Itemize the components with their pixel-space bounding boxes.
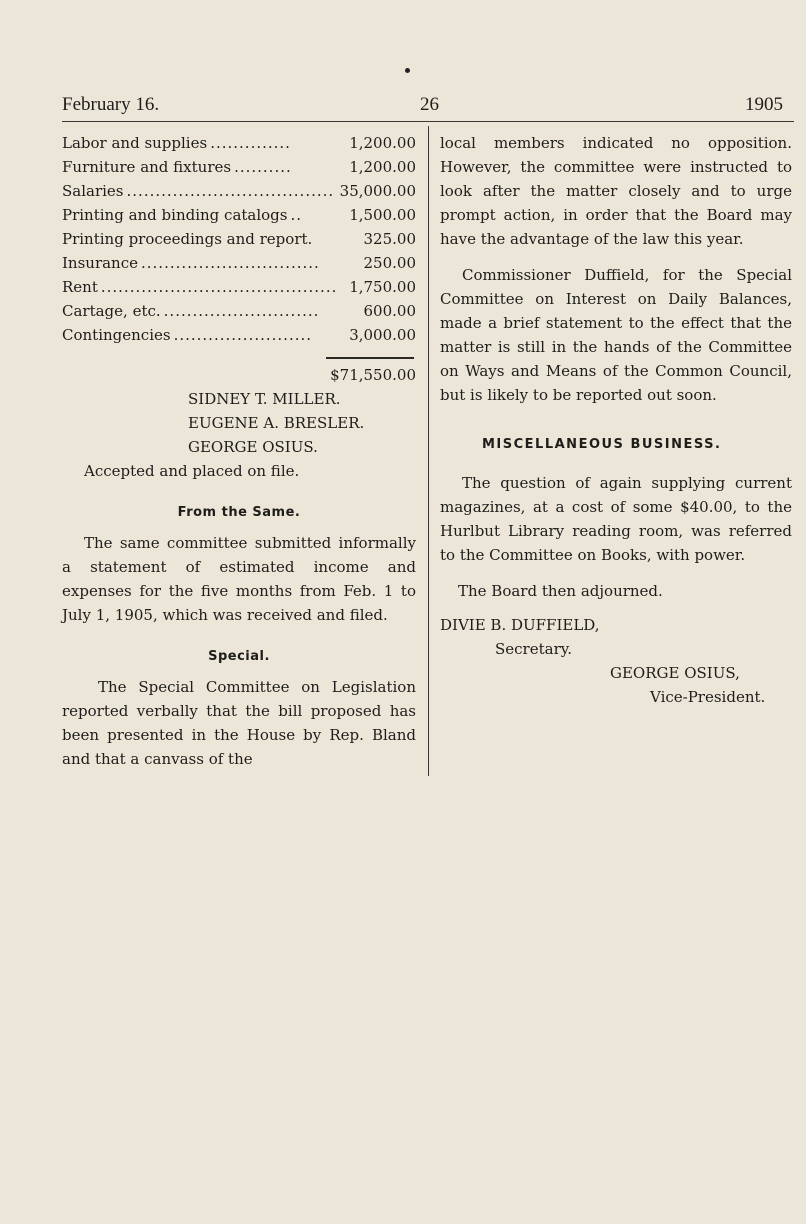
budget-row [62, 299, 416, 323]
budget-leader: .. [290, 206, 303, 224]
from-same-paragraph: The same committee submitted informally a statement of estimated income and expenses for the five months from Feb. 1 to July 1, 1905, which was received and filed. [62, 534, 416, 624]
budget-amount: 1,500.00 [349, 206, 416, 224]
vp-name: GEORGE OSIUS, [610, 664, 740, 682]
budget-amount: 325.00 [363, 230, 416, 248]
budget-row [62, 155, 416, 179]
budget-leader: .................................... [126, 182, 335, 200]
budget-leader [312, 227, 363, 251]
ink-dot [405, 68, 410, 73]
continuation-paragraph: local members indicated no opposition. However, the committee were instructed to look after the matter closely and to urge prompt action, in order that the Board may have the advantage of the law this year. [440, 134, 792, 248]
left-column [62, 131, 416, 771]
budget-leader: ........................ [173, 326, 313, 344]
secretary-name: DIVIE B. DUFFIELD, [440, 616, 600, 634]
misc-heading: MISCELLANEOUS BUSINESS. [482, 437, 722, 452]
budget-label: Rent [62, 278, 98, 296]
budget-label: Salaries [62, 182, 124, 200]
budget-leader: ......................................... [100, 278, 338, 296]
budget-row [62, 203, 416, 227]
page-number: 26 [420, 94, 439, 115]
budget-total: $71,550.00 [330, 366, 416, 384]
column-divider [428, 126, 429, 776]
budget-label: Labor and supplies [62, 134, 208, 152]
special-paragraph: The Special Committee on Legislation reported verbally that the bill proposed has been presented in the House by Rep. Bland and that a canvass of the [62, 678, 416, 768]
budget-amount: 35,000.00 [339, 182, 416, 200]
budget-label: Insurance [62, 254, 138, 272]
from-same-heading: From the Same. [177, 505, 301, 520]
budget-leader: .......... [234, 158, 292, 176]
budget-label: Printing proceedings and report. [62, 230, 313, 248]
budget-amount: 250.00 [363, 254, 416, 272]
signature: GEORGE OSIUS. [188, 438, 318, 456]
header-rule [62, 121, 794, 122]
budget-amount: 3,000.00 [349, 326, 416, 344]
budget-row [62, 179, 416, 203]
vp-title: Vice-President. [650, 688, 766, 706]
budget-table [62, 131, 416, 387]
duffield-paragraph: Commissioner Duffield, for the Special Committee on Interest on Daily Balances, made a brief statement to the effect that the matter is still in the hands of the Committee on Ways and Means of the Common Council, but is likely to be reported out soon. [440, 266, 792, 404]
right-column [440, 131, 792, 709]
budget-amount: 1,750.00 [349, 278, 416, 296]
adjourned-note: The Board then adjourned. [458, 582, 663, 600]
budget-leader: ............................... [141, 254, 320, 272]
signature: EUGENE A. BRESLER. [188, 414, 365, 432]
budget-row [62, 131, 416, 155]
budget-amount: 1,200.00 [349, 158, 416, 176]
budget-amount: 1,200.00 [349, 134, 416, 152]
secretary-title: Secretary. [495, 640, 572, 658]
header-date: February 16. [62, 94, 160, 115]
special-heading: Special. [208, 649, 270, 664]
budget-row [62, 227, 416, 251]
budget-label: Furniture and fixtures [62, 158, 232, 176]
budget-row [62, 275, 416, 299]
misc-paragraph: The question of again supplying current magazines, at a cost of some $40.00, to the Hurlbut Library reading room, was referred to the Committee on Books, with power. [440, 474, 792, 564]
budget-leader: .............. [210, 134, 291, 152]
budget-amount: 600.00 [363, 302, 416, 320]
signature: SIDNEY T. MILLER. [188, 390, 341, 408]
budget-label: Printing and binding catalogs [62, 206, 288, 224]
header-year: 1905 [745, 94, 783, 115]
budget-row [62, 323, 416, 347]
budget-row [62, 251, 416, 275]
budget-leader: ........................... [163, 302, 320, 320]
budget-label: Cartage, etc. [62, 302, 161, 320]
accepted-note: Accepted and placed on file. [84, 462, 300, 480]
budget-label: Contingencies [62, 326, 171, 344]
total-rule [326, 357, 414, 359]
